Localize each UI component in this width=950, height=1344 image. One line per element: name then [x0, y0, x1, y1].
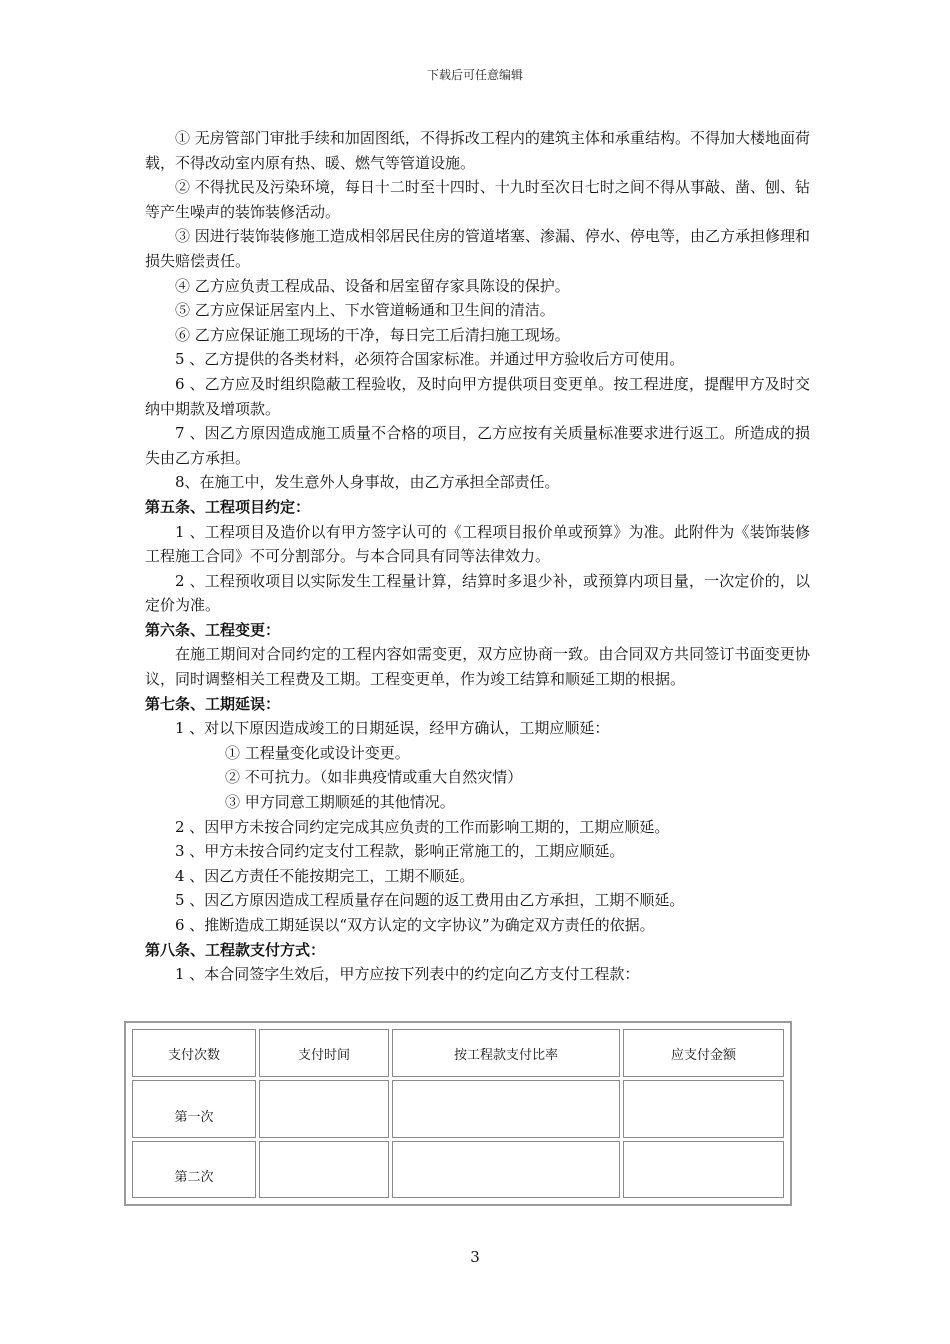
table-cell	[392, 1080, 620, 1138]
paragraph: ④ 乙方应负责工程成品、设备和居室留存家具陈设的保护。	[175, 276, 570, 295]
paragraph: 2 、因甲方未按合同约定完成其应负责的工作而影响工期的，工期应顺延。	[175, 817, 670, 836]
paragraph: 7 、因乙方原因造成施工质量不合格的项目，乙方应按有关质量标准要求进行返工。所造成的损失由乙方承担。	[145, 424, 810, 467]
section-heading: 第八条、工程款支付方式：	[145, 940, 326, 959]
payment-schedule-table	[129, 1026, 787, 1201]
paragraph: 8、在施工中，发生意外人身事故，由乙方承担全部责任。	[175, 473, 560, 492]
table-cell: 第一次	[132, 1080, 256, 1138]
section-heading: 第七条、工期延误：	[145, 694, 281, 713]
paragraph: 1 、工程项目及造价以有甲方签字认可的《工程项目报价单或预算》为准。此附件为《装饰装修工程施工合同》不可分割部分。与本合同具有同等法律效力。	[145, 522, 810, 566]
table-cell: 第二次	[132, 1141, 256, 1199]
table-header-cell: 支付次数	[132, 1029, 256, 1077]
table-row	[132, 1141, 784, 1199]
table-header-cell: 支付时间	[259, 1029, 389, 1077]
list-item: ② 不可抗力。（如非典疫情或重大自然灾情）	[225, 768, 523, 787]
paragraph: ① 无房管部门审批手续和加固图纸，不得拆改工程内的建筑主体和承重结构。不得加大楼地面荷载，不得改动室内原有热、暖、燃气等管道设施。	[145, 129, 810, 172]
paragraph: 2 、工程预收项目以实际发生工程量计算，结算时多退少补，或预算内项目量，一次定价的，以定价为准。	[145, 571, 810, 615]
paragraph: 6 、乙方应及时组织隐蔽工程验收，及时向甲方提供项目变更单。按工程进度，提醒甲方及时交纳中期款及增项款。	[145, 374, 810, 418]
table-row	[132, 1080, 784, 1138]
table-cell	[623, 1080, 784, 1138]
table-cell	[392, 1141, 620, 1199]
table-header-cell: 应支付金额	[623, 1029, 784, 1077]
table-cell	[259, 1080, 389, 1138]
section-heading: 第五条、工程项目约定：	[145, 497, 311, 516]
paragraph: 5 、因乙方原因造成工程质量存在问题的返工费用由乙方承担，工期不顺延。	[175, 891, 685, 910]
list-item: ① 工程量变化或设计变更。	[225, 743, 410, 762]
paragraph: 在施工期间对合同约定的工程内容如需变更，双方应协商一致。由合同双方共同签订书面变更协议，同时调整相关工程费及工期。工程变更单，作为竣工结算和顺延工期的根据。	[145, 645, 810, 689]
paragraph: 6 、推断造成工期延误以“双方认定的文字协议”为确定双方责任的依据。	[175, 916, 655, 934]
header-note: 下载后可任意编辑	[426, 68, 523, 82]
paragraph: 3 、甲方未按合同约定支付工程款，影响正常施工的，工期应顺延。	[175, 842, 625, 861]
paragraph: 1 、本合同签字生效后，甲方应按下列表中的约定向乙方支付工程款：	[175, 965, 640, 984]
table-header-cell: 按工程款支付比率	[392, 1029, 620, 1077]
paragraph: ② 不得扰民及污染环境，每日十二时至十四时、十九时至次日七时之间不得从事敲、凿、刨、钻等产生噪声的装饰装修活动。	[145, 178, 810, 221]
table-cell	[259, 1141, 389, 1199]
paragraph: ③ 因进行装饰装修施工造成相邻居民住房的管道堵塞、渗漏、停水、停电等，由乙方承担修理和损失赔偿责任。	[145, 227, 810, 270]
payment-table	[124, 1021, 792, 1206]
paragraph: ⑥ 乙方应保证施工现场的干净，每日完工后清扫施工现场。	[175, 325, 570, 344]
list-item: ③ 甲方同意工期顺延的其他情况。	[225, 793, 455, 812]
page-number: 3	[470, 1248, 480, 1266]
paragraph: ⑤ 乙方应保证居室内上、下水管道畅通和卫生间的清洁。	[175, 301, 555, 320]
table-header-row	[132, 1029, 784, 1077]
paragraph: 5 、乙方提供的各类材料，必须符合国家标准。并通过甲方验收后方可使用。	[175, 350, 685, 369]
paragraph: 1 、对以下原因造成竣工的日期延误，经甲方确认，工期应顺延：	[175, 719, 610, 738]
section-heading: 第六条、工程变更：	[145, 620, 281, 639]
document-body	[145, 126, 810, 987]
table-cell	[623, 1141, 784, 1199]
paragraph: 4 、因乙方责任不能按期完工，工期不顺延。	[175, 866, 475, 885]
